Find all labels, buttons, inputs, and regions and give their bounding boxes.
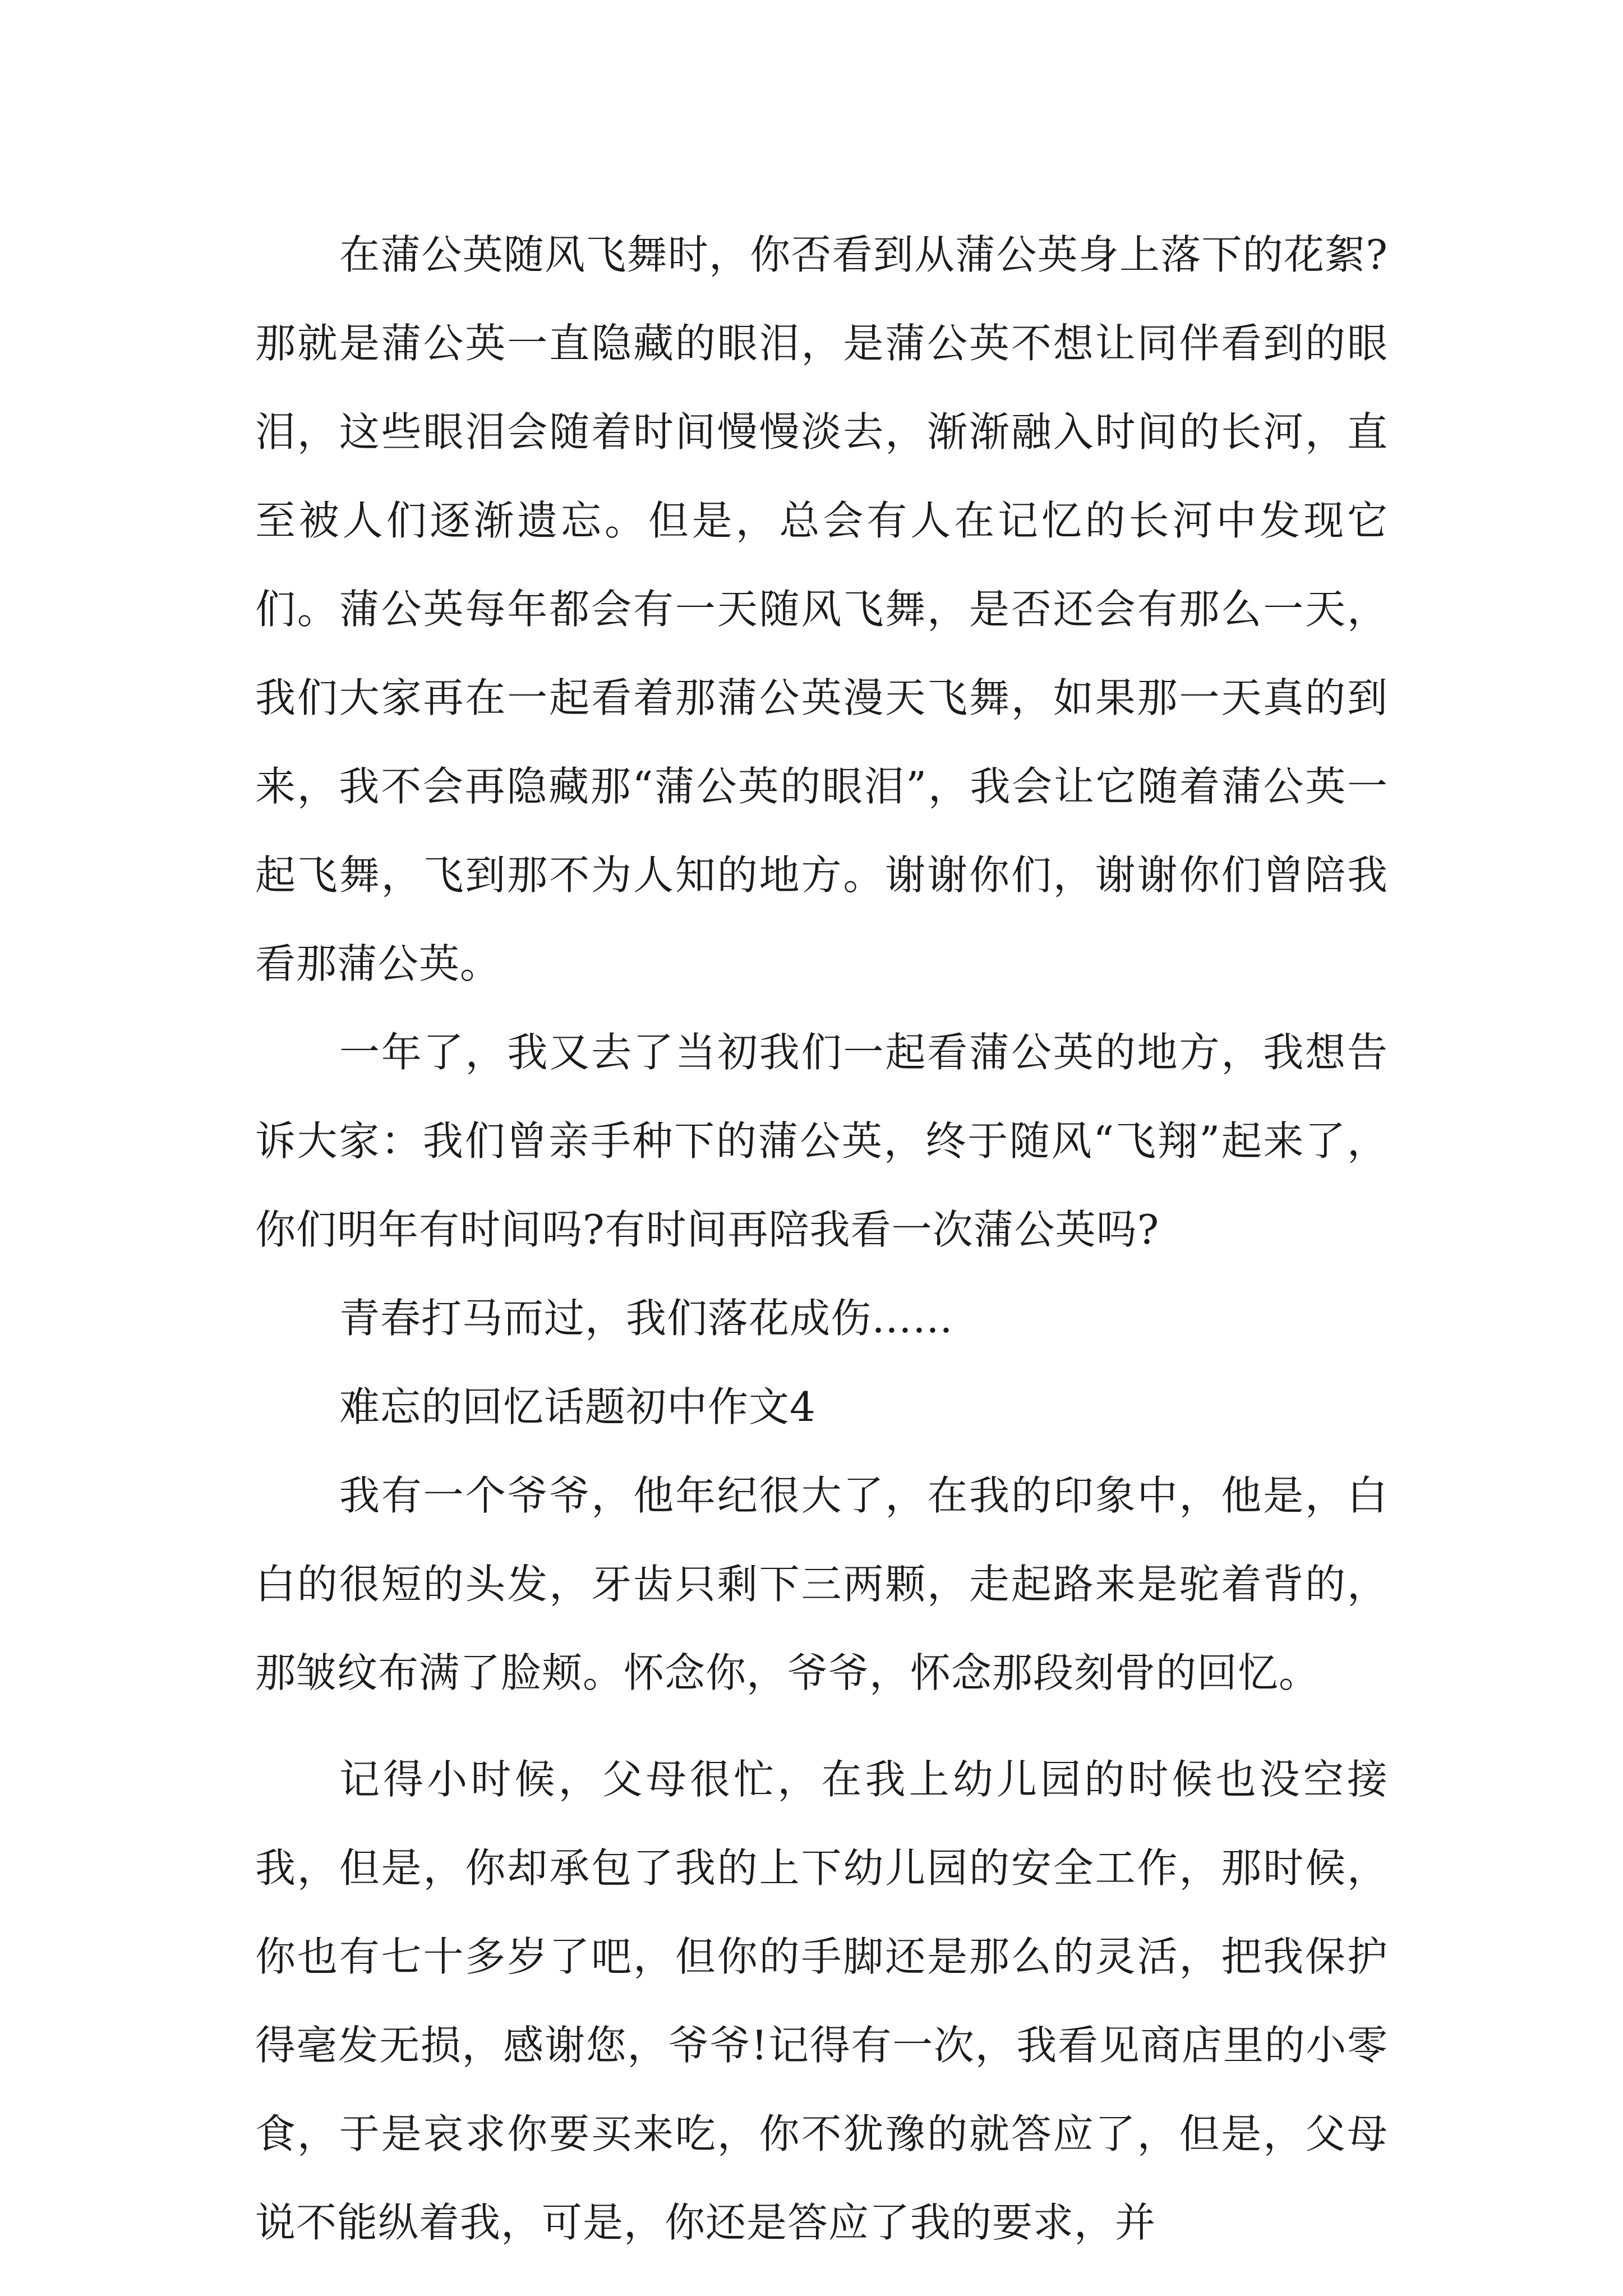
section-title: 难忘的回忆话题初中作文4 xyxy=(339,1383,816,1430)
paragraph-grandpa-intro: 我有一个爷爷，他年纪很大了，在我的印象中，他是，白白的很短的头发，牙齿只剩下三两颗，走起路来是驼着背的，那皱纹布满了脸颊。怀念你，爷爷，怀念那段刻骨的回忆。 xyxy=(255,1472,1388,1696)
document-body xyxy=(255,210,1388,2267)
paragraph-childhood-memory: 记得小时候，父母很忙，在我上幼儿园的时候也没空接我，但是，你却承包了我的上下幼儿园的安全工作，那时候，你也有七十多岁了吧，但你的手脚还是那么的灵活，把我保护得毫发无损，感谢您，爷爷!记得有一次，我看见商店里的小零食，于是哀求你要买来吃，你不犹豫的就答应了，但是，父母说不能纵着我，可是，你还是答应了我的要求，并 xyxy=(255,1756,1388,2246)
paragraph-youth: 青春打马而过，我们落花成伤…… xyxy=(339,1295,954,1342)
paragraph-gap xyxy=(255,1717,1388,1735)
paragraph-one-year-later: 一年了，我又去了当初我们一起看蒲公英的地方，我想告诉大家：我们曾亲手种下的蒲公英，终于随风“飞翔”起来了，你们明年有时间吗?有时间再陪我看一次蒲公英吗? xyxy=(255,1029,1388,1253)
paragraph-dandelion-tears: 在蒲公英随风飞舞时，你否看到从蒲公英身上落下的花絮?那就是蒲公英一直隐藏的眼泪，是蒲公英不想让同伴看到的眼泪，这些眼泪会随着时间慢慢淡去，渐渐融入时间的长河，直至被人们逐渐遗忘。但是，总会有人在记忆的长河中发现它们。蒲公英每年都会有一天随风飞舞，是否还会有那么一天，我们大家再在一起看着那蒲公英漫天飞舞，如果那一天真的到来，我不会再隐藏那“蒲公英的眼泪”，我会让它随着蒲公英一起飞舞，飞到那不为人知的地方。谢谢你们，谢谢你们曾陪我看那蒲公英。 xyxy=(255,231,1388,987)
